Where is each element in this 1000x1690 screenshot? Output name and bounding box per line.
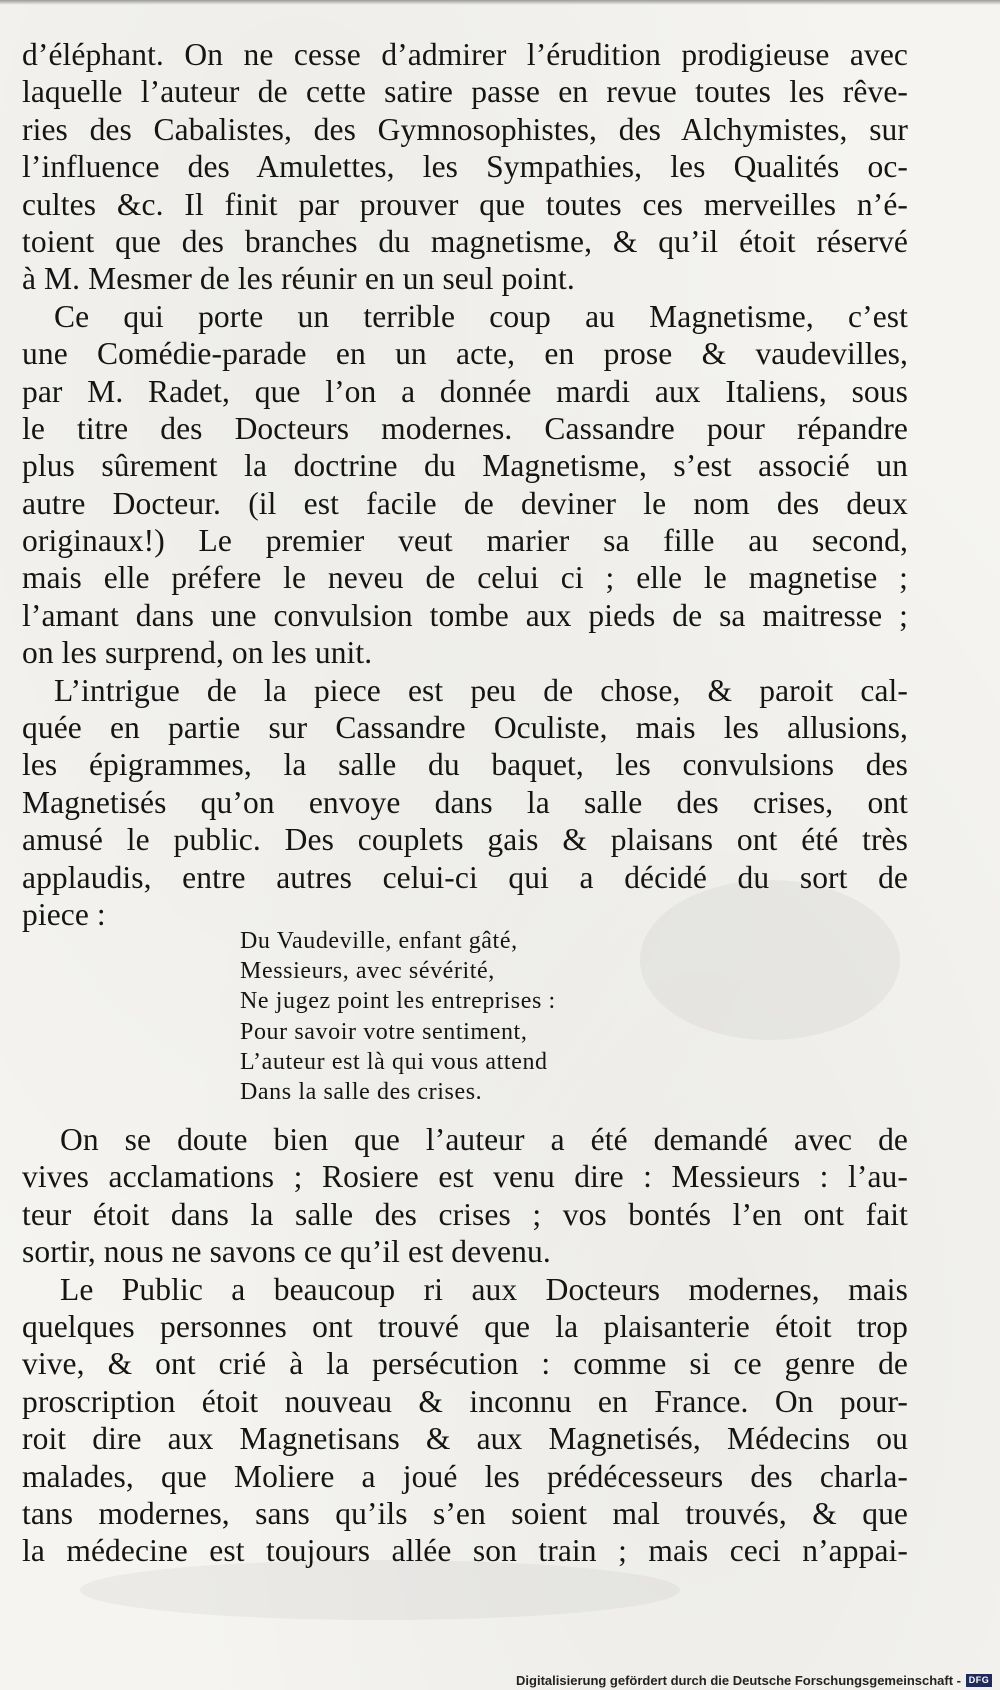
text-line: applaudis, entre autres celui-ci qui a décidé du sort de (22, 859, 908, 895)
paragraph-1 (22, 36, 908, 298)
text-line: originaux!) Le premier veut marier sa fille au second, (22, 523, 908, 559)
text-line: l’amant dans une convulsion tombe aux pieds de sa maitresse ; (22, 597, 908, 633)
verse-line: Du Vaudeville, enfant gâté, (240, 928, 518, 954)
text-line: piece : (22, 896, 106, 932)
text-line: teur étoit dans la salle des crises ; vos bontés l’en ont fait (22, 1196, 908, 1232)
text-line: tans modernes, sans qu’ils s’en soient mal trouvés, & que (22, 1495, 908, 1531)
page-top-edge (0, 0, 1000, 5)
text-line: sortir, nous ne savons ce qu’il est devenu. (22, 1234, 551, 1270)
text-line: autre Docteur. (il est facile de deviner le nom des deux (22, 485, 908, 521)
paragraph-3 (22, 672, 908, 934)
text-line: Magnetisés qu’on envoye dans la salle des crises, ont (22, 784, 908, 820)
paragraph-4 (22, 1121, 908, 1271)
text-line: plus sûrement la doctrine du Magnetisme, s’est associé un (22, 448, 908, 484)
text-line: Ce qui porte un terrible coup au Magnetisme, c’est (54, 298, 908, 334)
text-line: à M. Mesmer de les réunir en un seul point. (22, 261, 575, 297)
text-line: malades, que Moliere a joué les prédécesseurs des charla- (22, 1458, 908, 1494)
text-line: mais elle préfere le neveu de celui ci ; elle le magnetise ; (22, 560, 908, 596)
text-line: amusé le public. Des couplets gais & plaisans ont été très (22, 822, 908, 858)
text-line: une Comédie-parade en un acte, en prose & vaudevilles, (22, 336, 908, 372)
verse-line: Dans la salle des crises. (240, 1078, 483, 1105)
text-line: vives acclamations ; Rosiere est venu dire : Messieurs : l’au- (22, 1159, 908, 1195)
text-line: on les surprend, on les unit. (22, 635, 373, 671)
paragraph-5 (22, 1271, 908, 1570)
verse-line: L’auteur est là qui vous attend (240, 1048, 548, 1075)
verse-couplet (240, 926, 660, 1107)
text-line: vive, & ont crié à la persécution : comme si ce genre de (22, 1346, 908, 1382)
dfg-logo: DFG (966, 1674, 992, 1687)
text-line: la médecine est toujours allée son train ; mais ceci n’appai- (22, 1533, 908, 1569)
text-line: par M. Radet, que l’on a donnée mardi aux Italiens, sous (22, 373, 908, 409)
paragraph-2 (22, 298, 908, 672)
verse-line: Ne jugez point les entreprises : (240, 988, 556, 1015)
text-line: toient que des branches du magnetisme, & qu’il étoit réservé (22, 223, 908, 259)
text-line: quée en partie sur Cassandre Oculiste, mais les allusions, (22, 710, 908, 746)
verse-line: Pour savoir votre sentiment, (240, 1018, 528, 1045)
text-line: roit dire aux Magnetisans & aux Magnetisés, Médecins ou (22, 1421, 908, 1457)
text-line: cultes &c. Il finit par prouver que toutes ces merveilles n’é- (22, 186, 908, 222)
text-line: L’intrigue de la piece est peu de chose, & paroit cal- (54, 672, 908, 708)
text-line: d’éléphant. On ne cesse d’admirer l’érudition prodigieuse avec (22, 37, 908, 72)
verse-line: Messieurs, avec sévérité, (240, 958, 495, 985)
text-line: proscription étoit nouveau & inconnu en France. On pour- (22, 1383, 908, 1419)
text-block-upper (22, 36, 908, 933)
credit-text: Digitalisierung gefördert durch die Deutsche Forschungsgemeinschaft - (516, 1673, 961, 1688)
text-line: le titre des Docteurs modernes. Cassandre pour répandre (22, 410, 908, 446)
text-line: On se doute bien que l’auteur a été demandé avec de (60, 1122, 908, 1157)
text-line: l’influence des Amulettes, les Sympathies, les Qualités oc- (22, 149, 908, 185)
text-line: Le Public a beaucoup ri aux Docteurs modernes, mais (60, 1271, 908, 1307)
text-line: laquelle l’auteur de cette satire passe en revue toutes les rêve- (22, 74, 908, 110)
digitization-credit (516, 1673, 992, 1688)
text-line: ries des Cabalistes, des Gymnosophistes, des Alchymistes, sur (22, 111, 908, 147)
text-line: quelques personnes ont trouvé que la plaisanterie étoit trop (22, 1308, 908, 1344)
text-block-lower (22, 1121, 908, 1570)
text-line: les épigrammes, la salle du baquet, les convulsions des (22, 747, 908, 783)
